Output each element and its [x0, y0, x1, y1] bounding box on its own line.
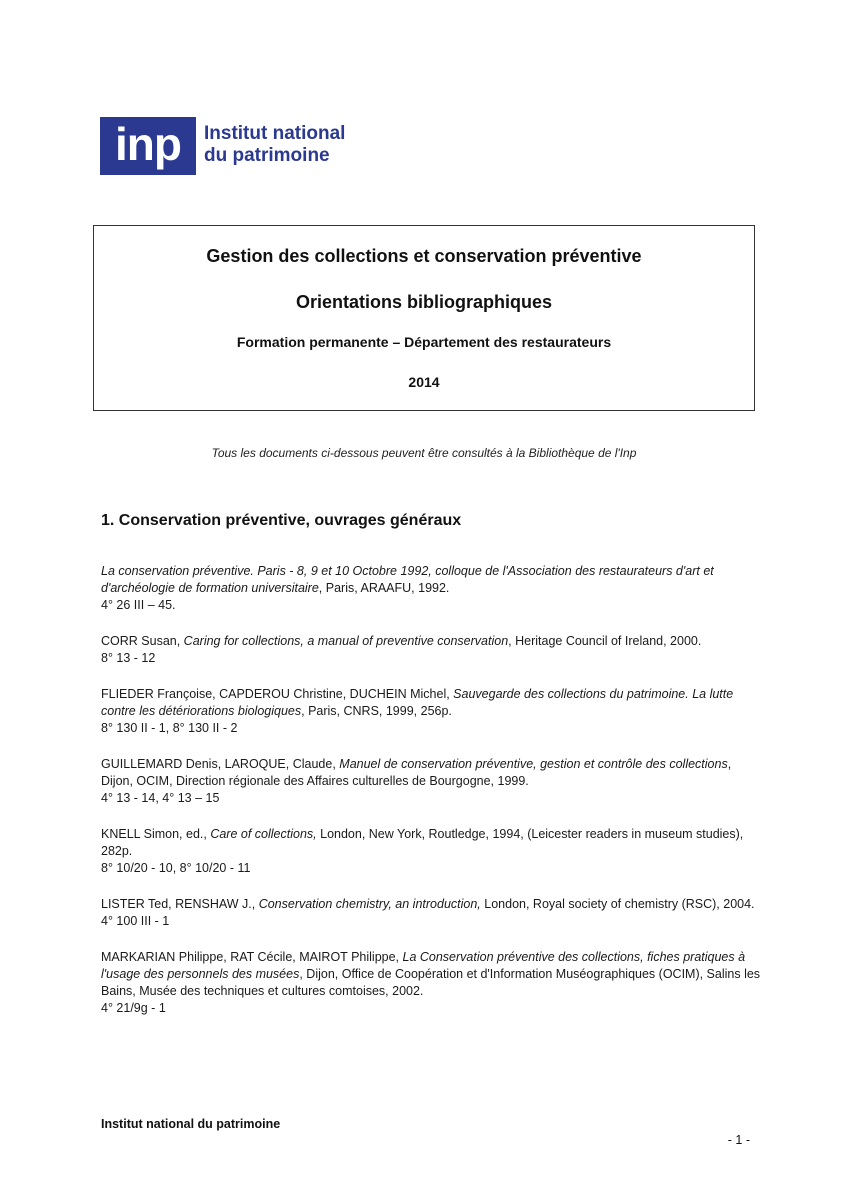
- ref-author: LISTER Ted, RENSHAW J.,: [101, 897, 259, 911]
- section-heading: 1. Conservation préventive, ouvrages généraux: [101, 512, 462, 529]
- ref-author: KNELL Simon, ed.,: [101, 827, 211, 841]
- ref-publication: , Paris, CNRS, 1999, 256p.: [301, 704, 452, 718]
- footer-organization: Institut national du patrimoine: [101, 1117, 281, 1131]
- ref-author: FLIEDER Françoise, CAPDEROU Christine, DUCHEIN Michel,: [101, 687, 454, 701]
- department-line: Formation permanente – Département des restaurateurs: [236, 334, 612, 350]
- ref-shelfmark: 4° 26 III – 45.: [101, 598, 176, 612]
- reference-item: [101, 756, 761, 807]
- document-title: Gestion des collections et conservation préventive: [206, 246, 642, 266]
- ref-title: La Conservation préventive des collections, fiches pratiques à l'usage des personnels des musées: [101, 950, 746, 981]
- ref-title: La conservation préventive. Paris - 8, 9 et 10 Octobre 1992, colloque de l'Association des restaurateurs d'art et d'archéologie de formation universitaire: [101, 564, 714, 595]
- reference-item: [101, 686, 761, 737]
- ref-title: Care of collections,: [210, 827, 317, 841]
- ref-title: Manuel de conservation préventive, gestion et contrôle des collections: [339, 757, 728, 771]
- ref-title: Conservation chemistry, an introduction,: [258, 897, 481, 911]
- ref-shelfmark: 4° 13 - 14, 4° 13 – 15: [101, 791, 220, 805]
- ref-publication: London, Royal society of chemistry (RSC), 2004.: [480, 897, 755, 911]
- ref-shelfmark: 8° 10/20 - 10, 8° 10/20 - 11: [101, 861, 251, 875]
- ref-shelfmark: 4° 100 III - 1: [101, 914, 170, 928]
- ref-shelfmark: 8° 130 II - 1, 8° 130 II - 2: [101, 721, 238, 735]
- ref-publication: , Dijon, Office de Coopération et d'Information Muséographiques (OCIM), Salins les Bains, Musée des techniques et cultures comtoises, 2002.: [101, 967, 761, 998]
- library-note: Tous les documents ci-dessous peuvent être consultés à la Bibliothèque de l'Inp: [211, 446, 637, 460]
- ref-publication: , Heritage Council of Ireland, 2000.: [508, 634, 702, 648]
- reference-item: [101, 563, 761, 614]
- reference-item: [101, 826, 761, 877]
- reference-list: [101, 563, 761, 1036]
- ref-title: Caring for collections, a manual of preventive conservation: [183, 634, 509, 648]
- reference-item: [101, 633, 761, 667]
- ref-shelfmark: 4° 21/9g - 1: [101, 1001, 166, 1015]
- ref-publication: , Paris, ARAAFU, 1992.: [318, 581, 450, 595]
- ref-publication: , Dijon, OCIM, Direction régionale des Affaires culturelles de Bourgogne, 1999.: [101, 757, 732, 788]
- ref-publication: London, New York, Routledge, 1994, (Leicester readers in museum studies), 282p.: [101, 827, 744, 858]
- ref-author: GUILLEMARD Denis, LAROQUE, Claude,: [101, 757, 340, 771]
- document-subtitle: Orientations bibliographiques: [295, 292, 553, 312]
- document-year: 2014: [408, 374, 440, 390]
- logo-mark: inp: [100, 117, 196, 175]
- title-box: [93, 225, 755, 411]
- ref-title: Sauvegarde des collections du patrimoine. La lutte contre les détériorations biologiques: [101, 687, 734, 718]
- logo-line-2: du patrimoine: [204, 145, 330, 166]
- logo-line-1: Institut national: [204, 123, 346, 144]
- ref-shelfmark: 8° 13 - 12: [101, 651, 156, 665]
- ref-author: CORR Susan,: [101, 634, 184, 648]
- page-number: - 1 -: [727, 1133, 750, 1147]
- ref-author: MARKARIAN Philippe, RAT Cécile, MAIROT Philippe,: [101, 950, 403, 964]
- reference-item: [101, 896, 761, 930]
- reference-item: [101, 949, 761, 1017]
- logo-wordmark: [204, 123, 404, 167]
